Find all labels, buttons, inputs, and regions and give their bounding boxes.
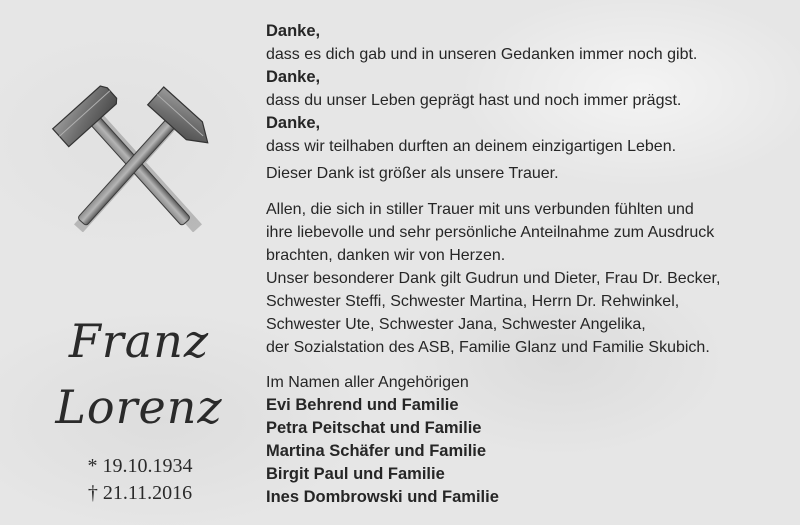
thanks-heading: Danke, [266, 22, 321, 40]
thanks-text: dass es dich gab und in unseren Gedanken immer noch gibt. [266, 46, 698, 63]
death-date: † 21.11.2016 [87, 482, 193, 504]
family-name: Martina Schäfer und Familie [266, 442, 487, 460]
message-line: brachten, danken wir von Herzen. [266, 247, 506, 264]
family-name: Petra Peitschat und Familie [266, 419, 482, 437]
thanks-summary: Dieser Dank ist größer als unsere Trauer. [266, 165, 559, 182]
message-line: ihre liebevolle und sehr persönliche Anteilnahme zum Ausdruck [266, 224, 715, 241]
family-name: Birgit Paul und Familie [266, 465, 445, 483]
thanks-text: dass du unser Leben geprägt hast und noch immer prägst. [266, 92, 682, 109]
crossed-hammers-icon [48, 82, 218, 232]
deceased-last-name: Lorenz [55, 380, 223, 434]
thanks-text: dass wir teilhaben durften an deinem einzigartigen Leben. [266, 138, 677, 155]
thanks-heading: Danke, [266, 68, 321, 86]
obituary-text [266, 20, 786, 509]
signoff-block [266, 371, 786, 509]
family-name: Evi Behrend und Familie [266, 396, 459, 414]
thanks-heading: Danke, [266, 114, 321, 132]
message-line: Schwester Steffi, Schwester Martina, Herrn Dr. Rehwinkel, [266, 293, 680, 310]
message-line: Allen, die sich in stiller Trauer mit uns verbunden fühlten und [266, 201, 694, 218]
message-line: Unser besonderer Dank gilt Gudrun und Dieter, Frau Dr. Becker, [266, 270, 721, 287]
signoff-text: Im Namen aller Angehörigen [266, 374, 469, 391]
message-line: Schwester Ute, Schwester Jana, Schwester Angelika, [266, 316, 646, 333]
message-line: der Sozialstation des ASB, Familie Glanz und Familie Skubich. [266, 339, 710, 356]
birth-date: * 19.10.1934 [87, 455, 193, 477]
deceased-first-name: Franz [68, 314, 210, 368]
family-name: Ines Dombrowski und Familie [266, 488, 499, 506]
message-block [266, 198, 786, 359]
thanks-block [266, 20, 786, 185]
